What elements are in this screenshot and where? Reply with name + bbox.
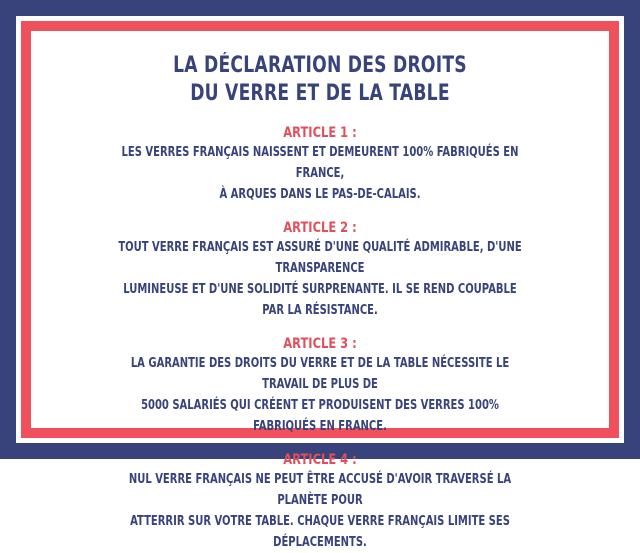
article-heading: ARTICLE 4 : (283, 452, 357, 468)
article-2 (40, 219, 600, 321)
article-3 (40, 335, 600, 437)
article-text: TOUT VERRE FRANÇAIS EST ASSURÉ D'UNE QUALITÉ ADMIRABLE, D'UNE TRANSPARENCE LUMINEUSE ET D'UNE SOLIDITÉ SURPRENANTE. IL SE REND COUPABLE PAR LA RÉSISTANCE. (118, 239, 522, 318)
article-1 (40, 124, 600, 205)
article-4 (40, 451, 600, 553)
page-title: LA DÉCLARATION DES DROITS DU VERRE ET DE LA TABLE (173, 53, 467, 106)
article-heading: ARTICLE 2 : (283, 220, 357, 236)
article-text: NUL VERRE FRANÇAIS NE PEUT ÊTRE ACCUSÉ D'AVOIR TRAVERSÉ LA PLANÈTE POUR ATTERRIR SUR VOTRE TABLE. CHAQUE VERRE FRANÇAIS LIMITE SES DÉPLACEMENTS. (128, 471, 512, 550)
articles-list (40, 124, 600, 553)
article-heading: ARTICLE 1 : (283, 125, 357, 141)
declaration-content (40, 52, 600, 553)
article-heading: ARTICLE 3 : (283, 336, 357, 352)
article-text: LA GARANTIE DES DROITS DU VERRE ET DE LA TABLE NÉCESSITE LE TRAVAIL DE PLUS DE 5000 SALARIÉS QUI CRÉENT ET PRODUISENT DES VERRES 100% FABRIQUÉS EN FRANCE. (130, 355, 510, 434)
article-text: LES VERRES FRANÇAIS NAISSENT ET DEMEURENT 100% FABRIQUÉS EN FRANCE, À ARQUES DANS LE PAS-DE-CALAIS. (121, 144, 519, 202)
